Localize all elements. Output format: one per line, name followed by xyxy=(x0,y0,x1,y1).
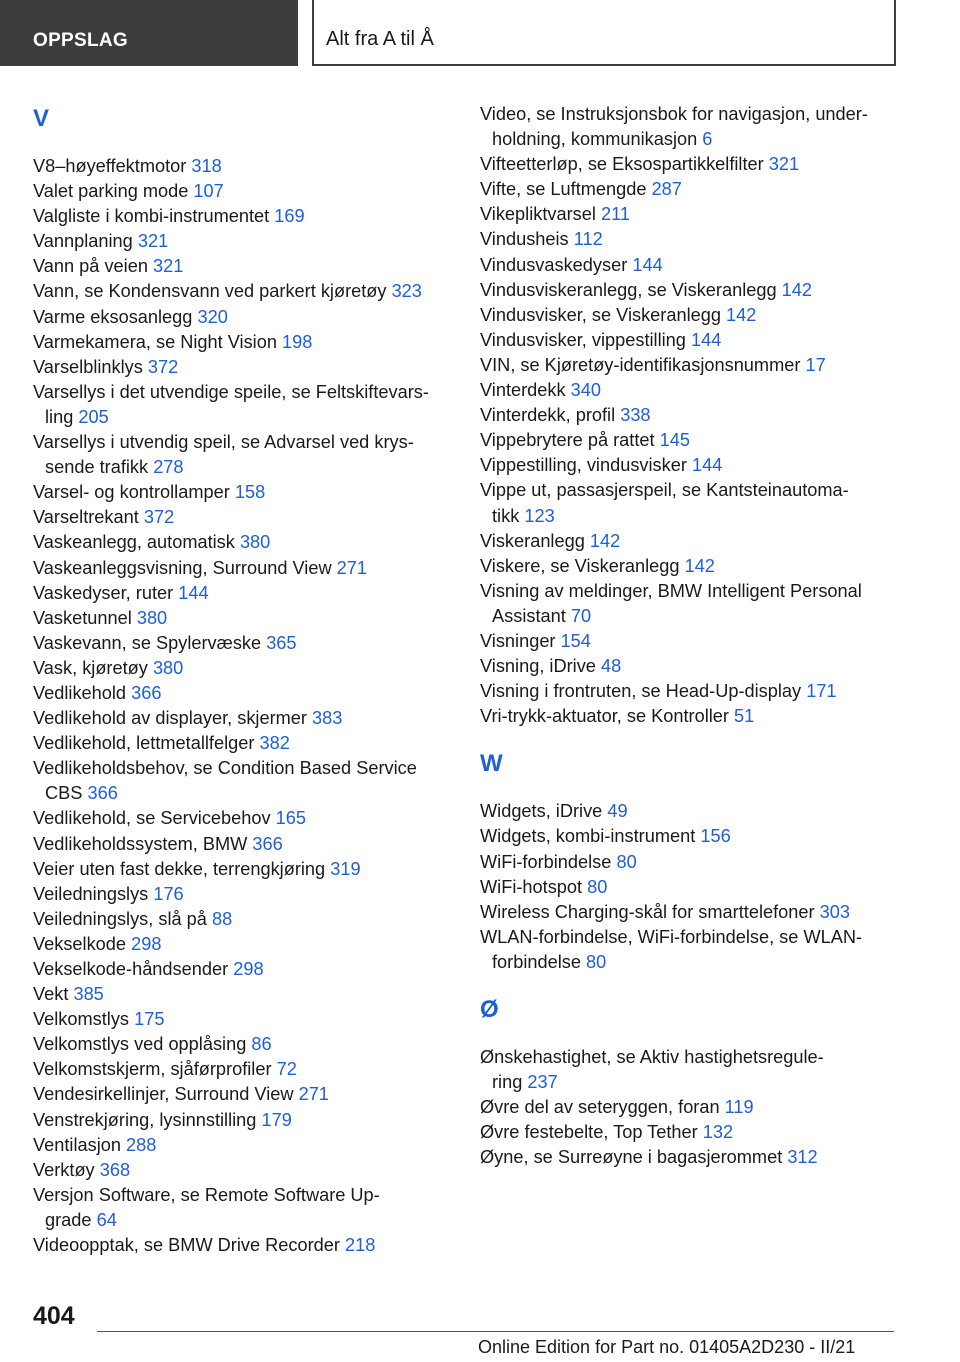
page-link[interactable]: 278 xyxy=(153,457,184,478)
index-entry xyxy=(480,378,900,403)
page-link[interactable]: 323 xyxy=(391,281,422,302)
entry-text: WiFi-forbindelse xyxy=(480,851,612,872)
entry-text: forbindelse xyxy=(492,951,581,972)
index-entry xyxy=(33,656,453,681)
entry-text: Vippe ut, passasjerspeil, se Kantsteinautoma- xyxy=(480,480,849,501)
page-link[interactable]: 271 xyxy=(336,557,368,578)
index-entry xyxy=(480,328,900,353)
entry-text: Varsellys i det utvendige speile, se Feltskiftevars- xyxy=(33,381,429,402)
index-entry xyxy=(33,681,453,706)
entry-text: Vann, se Kondensvann ved parkert kjøretøy xyxy=(33,281,387,302)
page-link[interactable]: 72 xyxy=(276,1059,297,1080)
entry-text: Vendesirkellinjer, Surround View xyxy=(33,1084,294,1105)
entry-text: Vedlikehold, se Servicebehov xyxy=(33,808,271,829)
page-link[interactable]: 303 xyxy=(819,901,850,922)
index-entry xyxy=(33,305,453,330)
page-link[interactable]: 312 xyxy=(787,1147,818,1168)
page-link[interactable]: 144 xyxy=(632,254,663,275)
entry-text: Vindusviskeranlegg, se Viskeranlegg xyxy=(480,279,777,300)
entry-text: Øvre del av seteryggen, foran xyxy=(480,1097,720,1118)
entry-text: Vindusheis xyxy=(480,229,569,250)
index-entry xyxy=(480,1145,900,1170)
entry-text: Velkomstlys xyxy=(33,1009,130,1030)
entry-text: VIN, se Kjøretøy-identifikasjonsnummer xyxy=(480,354,801,375)
entry-text: Vekselkode-håndsender xyxy=(33,959,229,979)
entry-text: Varmekamera, se Night Vision xyxy=(33,331,277,352)
page-link[interactable]: 321 xyxy=(153,256,184,277)
entry-text: Vaskevann, se Spylervæske xyxy=(33,632,262,653)
page-number: 404 xyxy=(33,1302,75,1330)
page-link[interactable]: 49 xyxy=(607,801,628,822)
page-link[interactable]: 318 xyxy=(191,156,222,176)
entry-text: Vinterdekk xyxy=(480,380,566,401)
entry-text: Vindusvisker, vippestilling xyxy=(480,329,686,350)
footer-divider xyxy=(97,1331,894,1332)
index-entry xyxy=(480,875,900,900)
page-link[interactable]: 372 xyxy=(147,356,179,377)
entry-text: Visning i frontruten, se Head-Up-display xyxy=(480,681,802,702)
page-link[interactable]: 288 xyxy=(126,1134,157,1155)
chapter-title-box xyxy=(312,0,896,66)
page-link[interactable]: 287 xyxy=(651,179,682,200)
page-link[interactable]: 119 xyxy=(724,1097,754,1118)
index-entry xyxy=(33,756,453,806)
entry-text: ring xyxy=(492,1072,523,1093)
index-entry xyxy=(33,355,453,380)
chapter-title: Alt fra A til Å xyxy=(326,28,434,50)
index-entry xyxy=(480,1120,900,1145)
entry-text: Valet parking mode xyxy=(33,181,189,202)
index-entry xyxy=(480,177,900,202)
entry-text: Vedlikeholdssystem, BMW xyxy=(33,833,248,854)
index-entry xyxy=(33,254,453,279)
entry-text: Vippebrytere på rattet xyxy=(480,430,655,451)
page-link[interactable]: 144 xyxy=(691,455,723,476)
index-entry xyxy=(33,179,453,204)
index-entry xyxy=(480,227,900,252)
page-link[interactable]: 321 xyxy=(768,154,800,175)
index-entry xyxy=(33,1032,453,1057)
entry-text: Vifte, se Luftmengde xyxy=(480,179,647,200)
entry-text: Wireless Charging-skål for smarttelefoner xyxy=(480,901,815,922)
entry-text: WiFi-hotspot xyxy=(480,876,583,897)
index-entry xyxy=(33,832,453,857)
section-label: OPPSLAG xyxy=(33,30,129,51)
index-entry xyxy=(480,579,900,629)
entry-text: Veiledningslys, slå på xyxy=(33,908,207,929)
page-link[interactable]: 158 xyxy=(234,482,266,503)
entry-text: grade xyxy=(45,1209,92,1230)
index-letter-heading: W xyxy=(480,750,503,778)
entry-text: Verktøy xyxy=(33,1159,95,1180)
page-link[interactable]: 154 xyxy=(560,630,591,651)
entry-text: Varsellys i utvendig speil, se Advarsel ved krys- xyxy=(33,432,414,453)
entry-text: Versjon Software, se Remote Software Up- xyxy=(33,1184,380,1205)
entry-text: Varme eksosanlegg xyxy=(33,306,193,327)
page-link[interactable]: 48 xyxy=(600,656,622,677)
page-link[interactable]: 165 xyxy=(275,808,307,829)
entry-text: Visninger xyxy=(480,630,556,651)
index-entry xyxy=(480,303,900,328)
index-entry xyxy=(33,330,453,355)
index-entry xyxy=(480,925,900,975)
index-column-left xyxy=(33,102,453,1258)
index-entry xyxy=(33,882,453,907)
page-link[interactable]: 320 xyxy=(197,306,228,327)
page-link[interactable]: 112 xyxy=(573,229,603,250)
entry-text: Visning av meldinger, BMW Intelligent Personal xyxy=(480,580,862,601)
page-link[interactable]: 64 xyxy=(96,1209,117,1230)
entry-text: Vedlikehold, lettmetallfelger xyxy=(33,733,255,754)
entry-text: Vedlikehold av displayer, skjermer xyxy=(33,708,307,729)
entry-text: Viskere, se Viskeranlegg xyxy=(480,555,680,576)
index-entry xyxy=(480,824,900,849)
index-entry xyxy=(33,806,453,831)
page-link[interactable]: 144 xyxy=(178,582,209,603)
page-link[interactable]: 80 xyxy=(616,851,637,872)
index-entry xyxy=(33,581,453,606)
entry-text: Vindusvaskedyser xyxy=(480,254,628,275)
page-link[interactable]: 380 xyxy=(136,607,168,628)
page-link[interactable]: 86 xyxy=(251,1034,272,1055)
index-entry xyxy=(33,907,453,932)
page-link[interactable]: 380 xyxy=(152,657,184,678)
index-entry xyxy=(33,1158,453,1183)
page-link[interactable]: 176 xyxy=(153,883,184,904)
entry-text: Vedlikehold xyxy=(33,682,127,703)
index-entry xyxy=(33,229,453,254)
index-entry xyxy=(33,480,453,505)
page-link[interactable]: 169 xyxy=(274,206,305,227)
page-link[interactable]: 298 xyxy=(233,959,264,979)
page-link[interactable]: 142 xyxy=(589,530,621,551)
page-link[interactable]: 17 xyxy=(805,354,826,375)
entry-text: Video, se Instruksjonsbok for navigasjon, under- xyxy=(480,104,868,124)
index-letter-heading: V xyxy=(33,105,50,132)
index-entry xyxy=(33,556,453,581)
index-entry xyxy=(480,102,900,152)
index-entry xyxy=(480,1095,900,1120)
entry-text: Venstrekjøring, lysinnstilling xyxy=(33,1109,257,1130)
page-link[interactable]: 142 xyxy=(684,555,715,576)
entry-text: Øyne, se Surreøyne i bagasjerommet xyxy=(480,1147,783,1168)
index-entry xyxy=(480,900,900,925)
index-entry xyxy=(33,380,453,430)
index-entry xyxy=(33,606,453,631)
page-link[interactable]: 382 xyxy=(259,733,290,754)
index-entry xyxy=(33,1108,453,1133)
page-link[interactable]: 175 xyxy=(134,1009,165,1030)
page-link[interactable]: 237 xyxy=(527,1072,558,1093)
index-entry xyxy=(33,957,453,982)
index-entry xyxy=(33,1007,453,1032)
index-column-right xyxy=(480,102,900,1170)
entry-text: WLAN-forbindelse, WiFi-forbindelse, se WLAN- xyxy=(480,926,863,947)
index-entry xyxy=(33,932,453,957)
index-entry xyxy=(33,982,453,1007)
index-entry xyxy=(480,704,900,729)
page-link[interactable]: 107 xyxy=(193,181,224,202)
page-link[interactable]: 51 xyxy=(734,706,755,727)
index-entry xyxy=(480,554,900,579)
index-entry xyxy=(480,529,900,554)
index-entry xyxy=(33,706,453,731)
entry-text: Valgliste i kombi-instrumentet xyxy=(33,206,270,227)
entry-text: Widgets, iDrive xyxy=(480,801,603,822)
entry-text: Velkomstlys ved opplåsing xyxy=(33,1034,247,1055)
entry-text: Vaskeanleggsvisning, Surround View xyxy=(33,557,332,578)
page-link[interactable]: 123 xyxy=(524,505,555,526)
entry-text: Viskeranlegg xyxy=(480,530,585,551)
page-link[interactable]: 70 xyxy=(570,605,592,626)
index-entry xyxy=(480,152,900,177)
entry-text: ling xyxy=(45,406,74,427)
page-link[interactable]: 368 xyxy=(99,1159,131,1180)
entry-text: Videoopptak, se BMW Drive Recorder xyxy=(33,1235,340,1256)
entry-text: V8–høyeffektmotor xyxy=(33,156,187,176)
entry-text: Vippestilling, vindusvisker xyxy=(480,455,687,476)
entry-text: Vri-trykk-aktuator, se Kontroller xyxy=(480,706,729,727)
entry-text: Varsel- og kontrollamper xyxy=(33,482,230,503)
index-entry xyxy=(480,403,900,428)
entry-text: Vekt xyxy=(33,984,69,1005)
page-link[interactable]: 142 xyxy=(781,279,812,300)
page-link[interactable]: 298 xyxy=(131,933,162,954)
index-entry xyxy=(33,204,453,229)
entry-text: tikk xyxy=(492,505,520,526)
entry-text: Vindusvisker, se Viskeranlegg xyxy=(480,304,721,325)
entry-text: Vekselkode xyxy=(33,933,127,954)
entry-text: Vannplaning xyxy=(33,231,133,252)
index-entry xyxy=(480,278,900,303)
page-link[interactable]: 179 xyxy=(261,1109,292,1130)
entry-text: Vifteetterløp, se Eksospartikkelfilter xyxy=(480,154,764,175)
entry-text: Vaskeanlegg, automatisk xyxy=(33,532,235,553)
page-link[interactable]: 144 xyxy=(690,329,722,350)
entry-text: Vask, kjøretøy xyxy=(33,657,148,678)
page-link[interactable]: 366 xyxy=(131,682,162,703)
index-entry xyxy=(480,629,900,654)
page-link[interactable]: 321 xyxy=(137,231,169,252)
page-link[interactable]: 380 xyxy=(239,532,271,553)
index-entry xyxy=(480,353,900,378)
entry-text: Vaskedyser, ruter xyxy=(33,582,174,603)
index-entry xyxy=(33,505,453,530)
section-tab xyxy=(0,0,298,66)
index-entry xyxy=(33,731,453,756)
index-letter-heading: Ø xyxy=(480,996,499,1023)
index-entry xyxy=(480,654,900,679)
page-link[interactable]: 218 xyxy=(345,1235,376,1256)
entry-text: Varselblinklys xyxy=(33,356,143,377)
page-link[interactable]: 385 xyxy=(73,984,104,1005)
entry-text: sende trafikk xyxy=(45,457,149,478)
index-entry xyxy=(33,631,453,656)
page-link[interactable]: 211 xyxy=(600,204,630,225)
page-link[interactable]: 88 xyxy=(211,908,233,929)
index-entry xyxy=(480,478,900,528)
entry-text: Veiledningslys xyxy=(33,883,149,904)
entry-text: Widgets, kombi-instrument xyxy=(480,826,696,847)
page-link[interactable]: 340 xyxy=(570,380,602,401)
page-link[interactable]: 142 xyxy=(726,304,757,325)
page-link[interactable]: 80 xyxy=(587,876,608,897)
page-link[interactable]: 171 xyxy=(806,681,837,702)
page-link[interactable]: 156 xyxy=(700,826,731,847)
entry-text: Velkomstskjerm, sjåførprofiler xyxy=(33,1059,272,1080)
index-entry xyxy=(33,154,453,179)
page-link[interactable]: 338 xyxy=(620,405,651,426)
index-entry xyxy=(480,850,900,875)
entry-text: holdning, kommunikasjon xyxy=(492,129,698,150)
entry-text: Visning, iDrive xyxy=(480,656,596,677)
index-entry xyxy=(480,253,900,278)
page-link[interactable]: 365 xyxy=(266,632,297,653)
index-entry xyxy=(33,530,453,555)
page-link[interactable]: 205 xyxy=(78,406,109,427)
index-entry xyxy=(33,430,453,480)
entry-text: Vasketunnel xyxy=(33,607,132,628)
page-link[interactable]: 145 xyxy=(659,430,690,451)
entry-text: Vedlikeholdsbehov, se Condition Based Service xyxy=(33,758,417,779)
index-entry xyxy=(480,1045,900,1095)
entry-text: Veier uten fast dekke, terrengkjøring xyxy=(33,858,326,879)
page-link[interactable]: 366 xyxy=(252,833,283,854)
index-entry xyxy=(480,453,900,478)
index-entry xyxy=(480,679,900,704)
page-link[interactable]: 132 xyxy=(702,1122,734,1143)
page-link[interactable]: 198 xyxy=(282,331,313,352)
page-link[interactable]: 383 xyxy=(312,708,343,729)
index-entry xyxy=(33,1057,453,1082)
entry-text: Vikepliktvarsel xyxy=(480,204,596,225)
page-link[interactable]: 366 xyxy=(87,783,118,804)
entry-text: Assistant xyxy=(492,605,566,626)
entry-text: Varseltrekant xyxy=(33,507,139,528)
entry-text: CBS xyxy=(45,783,83,804)
page-link[interactable]: 6 xyxy=(702,129,713,150)
page-link[interactable]: 271 xyxy=(298,1084,329,1105)
index-entry xyxy=(33,279,453,304)
index-entry xyxy=(33,857,453,882)
edition-info: Online Edition for Part no. 01405A2D230 - II/21 xyxy=(478,1337,856,1357)
entry-text: Ventilasjon xyxy=(33,1134,121,1155)
index-entry xyxy=(33,1082,453,1107)
index-entry xyxy=(33,1183,453,1233)
entry-text: Vinterdekk, profil xyxy=(480,405,616,426)
index-entry xyxy=(480,428,900,453)
entry-text: Vann på veien xyxy=(33,256,148,277)
page-link[interactable]: 319 xyxy=(330,858,361,879)
entry-text: Øvre festebelte, Top Tether xyxy=(480,1122,698,1143)
index-entry xyxy=(33,1133,453,1158)
index-entry xyxy=(480,799,900,824)
page-link[interactable]: 372 xyxy=(143,507,175,528)
index-entry xyxy=(33,1233,453,1258)
page-header xyxy=(0,0,960,66)
index-entry xyxy=(480,202,900,227)
entry-text: Ønskehastighet, se Aktiv hastighetsregule- xyxy=(480,1047,824,1067)
page-link[interactable]: 80 xyxy=(586,951,607,972)
